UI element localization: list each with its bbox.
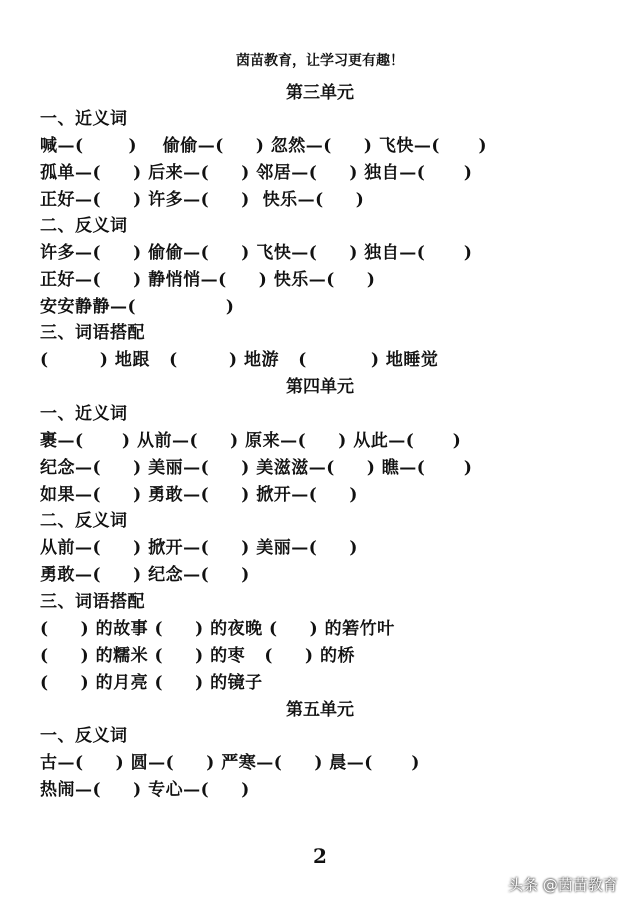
- exercise-line: 从前—( ) 掀开—( ) 美丽—( ): [40, 538, 358, 558]
- exercise-line: 纪念—( ) 美丽—( ) 美滋滋—( ) 瞧—( ): [40, 458, 473, 478]
- unit-title: 第五单元: [286, 700, 354, 720]
- exercise-line: ( ) 的月亮 ( ) 的镜子: [40, 673, 263, 693]
- exercise-line: 正好—( ) 许多—( ) 快乐—( ): [40, 190, 365, 210]
- exercise-line: 热闹—( ) 专心—( ): [40, 780, 250, 800]
- exercise-line: 裹—( ) 从前—( ) 原来—( ) 从此—( ): [40, 431, 462, 451]
- page-number: 2: [313, 844, 327, 868]
- exercise-line: 许多—( ) 偷偷—( ) 飞快—( ) 独自—( ): [40, 243, 473, 263]
- exercise-line: 正好—( ) 静悄悄—( ) 快乐—( ): [40, 270, 376, 290]
- section-heading: 二、反义词: [40, 216, 128, 236]
- exercise-line: ( ) 地跟 ( ) 地游 ( ) 地睡觉: [40, 350, 439, 370]
- exercise-line: 喊—( ) 偷偷—( ) 忽然—( ) 飞快—( ): [40, 136, 487, 156]
- exercise-line: 孤单—( ) 后来—( ) 邻居—( ) 独自—( ): [40, 163, 473, 183]
- section-heading: 一、近义词: [40, 404, 128, 424]
- exercise-line: 勇敢—( ) 纪念—( ): [40, 565, 250, 585]
- section-heading: 三、词语搭配: [40, 323, 145, 343]
- exercise-line: ( ) 的故事 ( ) 的夜晚 ( ) 的箬竹叶: [40, 619, 395, 639]
- exercise-line: 安安静静—( ): [40, 297, 235, 317]
- unit-title: 第四单元: [286, 377, 354, 397]
- section-heading: 二、反义词: [40, 511, 128, 531]
- unit-title: 第三单元: [286, 83, 354, 103]
- watermark: 头条 @茵苗教育: [508, 876, 618, 894]
- section-heading: 三、词语搭配: [40, 592, 145, 612]
- section-heading: 一、反义词: [40, 726, 128, 746]
- section-heading: 一、近义词: [40, 109, 128, 129]
- exercise-line: ( ) 的糯米 ( ) 的枣 ( ) 的桥: [40, 646, 355, 666]
- page-tagline: 茵苗教育，让学习更有趣！: [236, 53, 404, 69]
- exercise-line: 古—( ) 圆—( ) 严寒—( ) 晨—( ): [40, 753, 420, 773]
- exercise-line: 如果—( ) 勇敢—( ) 掀开—( ): [40, 485, 358, 505]
